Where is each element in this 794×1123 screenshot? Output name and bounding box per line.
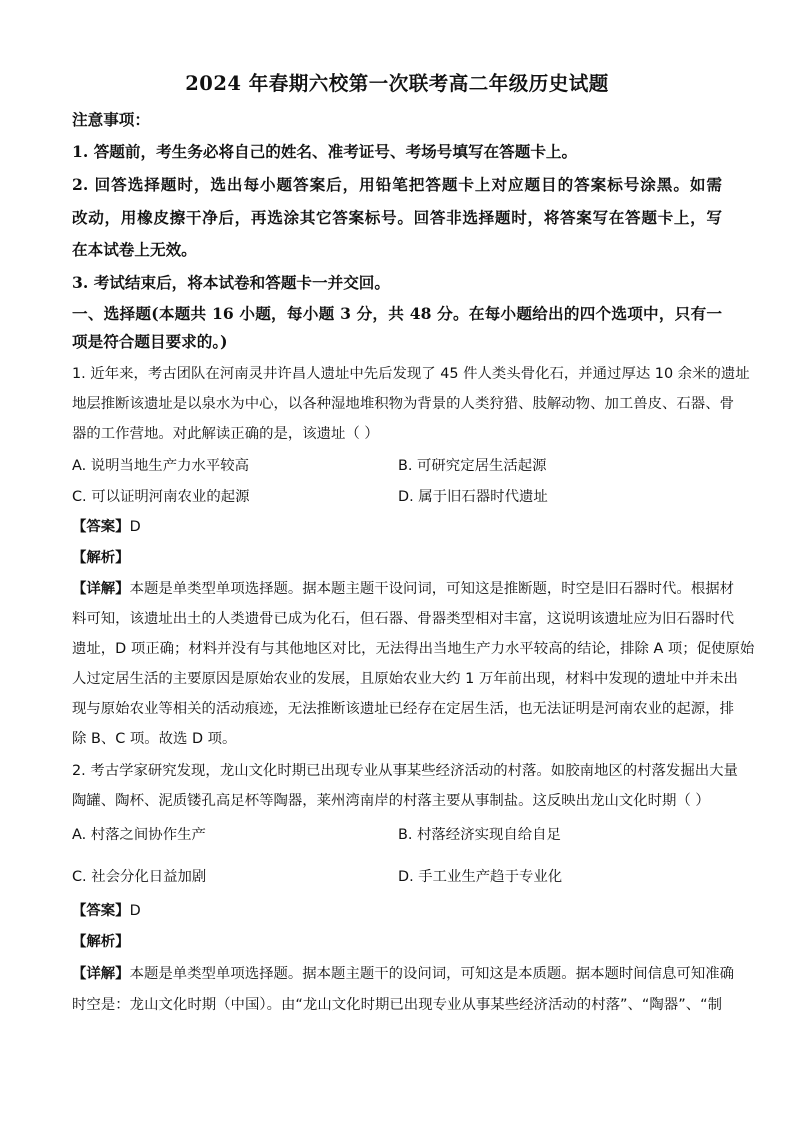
q2-option-c: C. 社会分化日益加剧 — [72, 869, 207, 885]
q1-option-d: D. 属于旧石器时代遗址 — [398, 489, 548, 505]
q1-stem-line-3: 器的工作营地。对此解读正确的是，该遗址（ ） — [72, 426, 379, 442]
notice-heading: 注意事项： — [72, 110, 150, 129]
q1-detail-line-6: 除 B、C 项。故选 D 项。 — [72, 731, 237, 747]
q2-answer-value: D — [129, 903, 141, 919]
q1-answer-value: D — [129, 519, 141, 535]
notice-line-5: 3. 考试结束后，将本试卷和答题卡一并交回。 — [72, 273, 390, 292]
q1-answer-tag: 【答案】 — [72, 519, 130, 535]
q1-analysis-tag: 【解析】 — [72, 550, 130, 566]
q1-detail-line-1 — [72, 577, 734, 598]
q2-option-b: B. 村落经济实现自给自足 — [398, 827, 561, 843]
q1-detail-line-4: 人过定居生活的主要原因是原始农业的发展，且原始农业大约 1 万年前出现，材料中发现的遗址中并未出 — [72, 671, 738, 687]
notice-line-2: 2. 回答选择题时，选出每小题答案后，用铅笔把答题卡上对应题目的答案标号涂黑。如需 — [72, 175, 722, 194]
q2-detail-line-1 — [72, 962, 734, 983]
q1-option-c: C. 可以证明河南农业的起源 — [72, 489, 250, 505]
q1-detail-text-1: 本题是单类型单项选择题。据本题主题干设问词，可知这是推断题，时空是旧石器时代。根据材 — [129, 581, 734, 597]
q2-stem-line-2: 陶罐、陶杯、泥质镂孔高足杯等陶器，莱州湾南岸的村落主要从事制盐。这反映出龙山文化时期（ ） — [72, 793, 710, 809]
notice-line-1: 1. 答题前，考生务必将自己的姓名、准考证号、考场号填写在答题卡上。 — [72, 142, 578, 161]
q2-analysis-tag: 【解析】 — [72, 934, 130, 950]
q1-stem-line-2: 地层推断该遗址是以泉水为中心，以各种湿地堆积物为背景的人类狩猎、肢解动物、加工兽皮、石器、骨 — [72, 396, 734, 412]
q2-detail-line-2: 时空是：龙山文化时期（中国）。由“龙山文化时期已出现专业从事某些经济活动的村落”、“陶器”、“制 — [72, 997, 722, 1013]
exam-title: 2024 年春期六校第一次联考高二年级历史试题 — [185, 72, 609, 95]
notice-line-4: 在本试卷上无效。 — [72, 240, 197, 259]
q2-option-a: A. 村落之间协作生产 — [72, 827, 206, 843]
q1-detail-line-5: 现与原始农业等相关的活动痕迹，无法推断该遗址已经存在定居生活，也无法证明是河南农业的起源，排 — [72, 701, 734, 717]
section-heading-line-1: 一、选择题(本题共 16 小题，每小题 3 分，共 48 分。在每小题给出的四个选项中，只有一 — [72, 304, 722, 323]
q2-answer — [72, 899, 141, 920]
q2-stem-line-1: 2. 考古学家研究发现，龙山文化时期已出现专业从事某些经济活动的村落。如胶南地区的村落发掘出大量 — [72, 763, 738, 779]
q2-option-d: D. 手工业生产趋于专业化 — [398, 869, 563, 885]
section-heading-line-2: 项是符合题目要求的。) — [72, 332, 228, 351]
q1-option-a: A. 说明当地生产力水平较高 — [72, 458, 250, 474]
notice-line-3: 改动，用橡皮擦干净后，再选涂其它答案标号。回答非选择题时，将答案写在答题卡上，写 — [72, 208, 722, 227]
q2-detail-text-1: 本题是单类型单项选择题。据本题主题干的设问词，可知这是本质题。据本题时间信息可知准确 — [129, 966, 734, 982]
q2-detail-tag: 【详解】 — [72, 966, 130, 982]
q2-answer-tag: 【答案】 — [72, 903, 130, 919]
q1-detail-tag: 【详解】 — [72, 581, 130, 597]
q1-answer — [72, 515, 141, 536]
q1-option-b: B. 可研究定居生活起源 — [398, 458, 547, 474]
q1-detail-line-3: 遗址，D 项正确；材料并没有与其他地区对比，无法得出当地生产力水平较高的结论，排除 A 项；促使原始 — [72, 641, 755, 657]
q1-detail-line-2: 料可知，该遗址出土的人类遗骨已成为化石，但石器、骨器类型相对丰富，这说明该遗址应为旧石器时代 — [72, 611, 734, 627]
q1-stem-line-1: 1. 近年来，考古团队在河南灵井许昌人遗址中先后发现了 45 件人类头骨化石，并通过厚达 10 余米的遗址 — [72, 366, 750, 382]
